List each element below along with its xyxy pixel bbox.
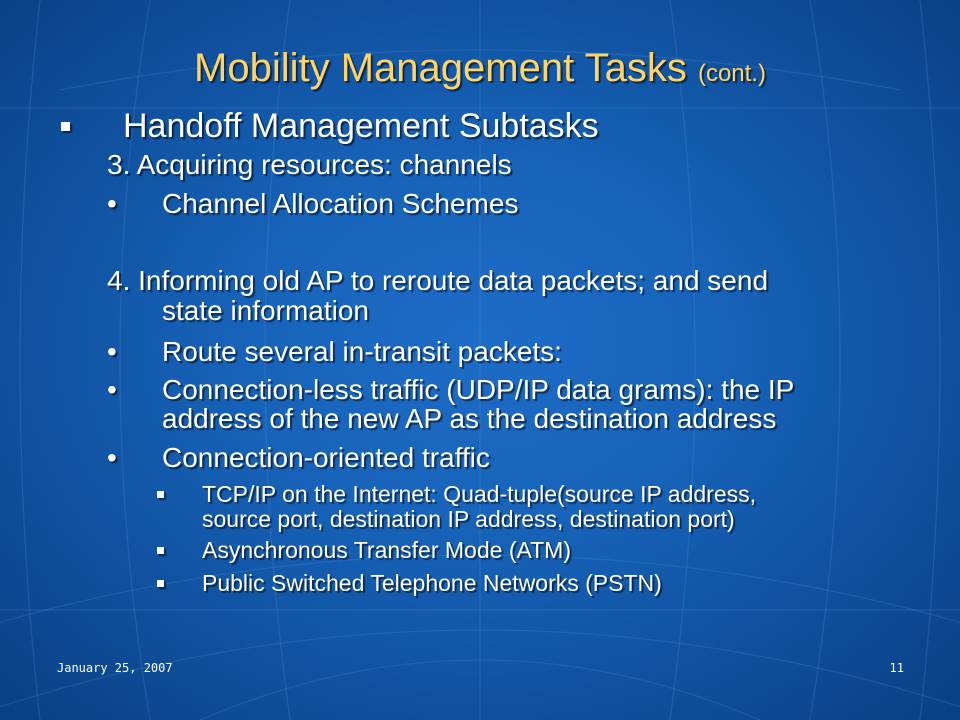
item-atm: Asynchronous Transfer Mode (ATM) <box>202 537 571 563</box>
square-bullet-icon <box>157 491 164 498</box>
dot-bullet-icon: • <box>107 336 117 367</box>
slide-title-suffix: (cont.) <box>697 60 766 87</box>
item-pstn: Public Switched Telephone Networks (PSTN) <box>202 570 662 596</box>
item-informing-old-ap-line1: 4. Informing old AP to reroute data packets; and send <box>107 265 769 296</box>
footer-date: January 25, 2007 <box>57 661 173 675</box>
item-route-packets: Route several in-transit packets: <box>162 336 562 367</box>
square-bullet-icon <box>157 580 164 587</box>
footer-page-number: 11 <box>889 661 904 675</box>
slide-title <box>0 44 960 98</box>
item-connection-oriented: Connection-oriented traffic <box>162 442 490 473</box>
item-informing-old-ap-line2: state information <box>162 295 369 326</box>
square-bullet-icon <box>61 122 70 131</box>
dot-bullet-icon: • <box>107 374 117 405</box>
item-channel-allocation: Channel Allocation Schemes <box>162 188 519 219</box>
item-connectionless-line2: address of the new AP as the destination address <box>162 403 777 434</box>
slide-title-main: Mobility Management Tasks <box>194 46 687 90</box>
dot-bullet-icon: • <box>107 442 117 473</box>
item-acquiring-resources: 3. Acquiring resources: channels <box>107 149 512 180</box>
heading-handoff-subtasks: Handoff Management Subtasks <box>123 107 599 145</box>
square-bullet-icon <box>157 547 164 554</box>
dot-bullet-icon: • <box>107 188 117 219</box>
item-tcpip-line1: TCP/IP on the Internet: Quad-tuple(source IP address, <box>202 481 757 507</box>
item-tcpip-line2: source port, destination IP address, destination port) <box>202 506 735 532</box>
item-connectionless-line1: Connection-less traffic (UDP/IP data grams): the IP <box>162 374 795 405</box>
